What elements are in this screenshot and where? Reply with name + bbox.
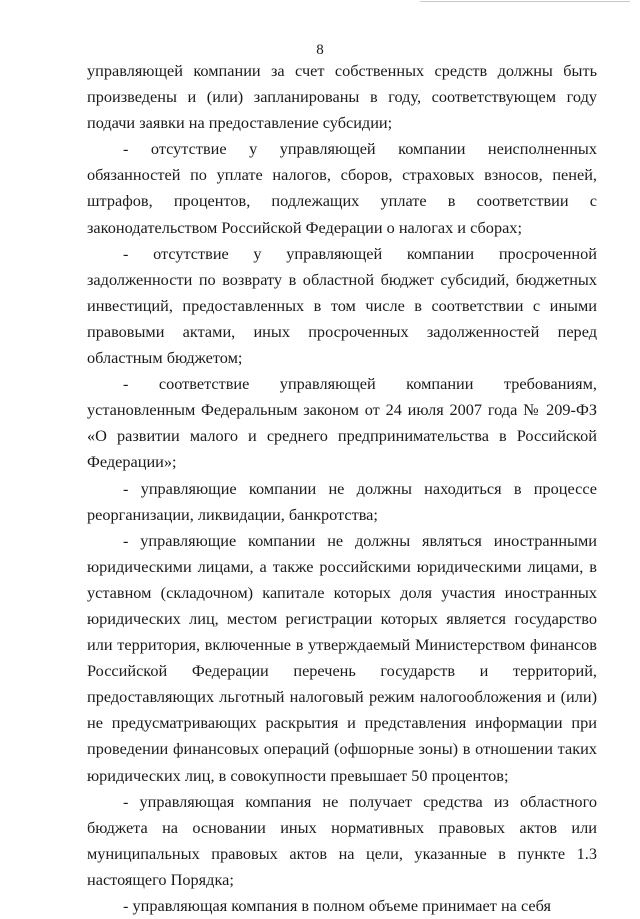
paragraph-reorganization: - управляющие компании не должны находиться в процессе реорганизации, ликвидации, банкротства; xyxy=(87,478,597,524)
paragraph-overdue-debt: - отсутствие у управляющей компании просроченной задолженности по возврату в областной бюджет субсидий, бюджетных инвестиций, предоставленных в том числе в соответствии с иными правовыми актами, иных просроченных задолженностей перед областным бюджетом; xyxy=(87,243,597,368)
page-number: 8 xyxy=(316,42,324,58)
paragraph-foreign-entities: - управляющие компании не должны являться иностранными юридическими лицами, а также российскими юридическими лицами, в уставном (складочном) капитале которых доля участия иностранных юридических лиц, местом регистрации которых является государство или территория, включенные в утверждаемый Министерством финансов Российской Федерации перечень государств и территорий, предоставляющих льготный налоговый режим налогообложения и (или) не предусматривающих раскрытия и представления информации при проведении финансовых операций (офшорные зоны) в отношении таких юридических лиц, в совокупности превышает 50 процентов; xyxy=(87,530,597,785)
top-edge-line xyxy=(420,1,630,2)
paragraph-continuation: управляющей компании за счет собственных средств должны быть произведены и (или) запланированы в году, соответствующем году подачи заявки на предоставление субсидии; xyxy=(87,61,597,133)
body-text xyxy=(87,58,597,919)
paragraph-federal-law-compliance: - соответствие управляющей компании требованиям, установленным Федеральным законом от 24 июля 2007 года № 209-ФЗ «О развитии малого и среднего предпринимательства в Российской Федерации»; xyxy=(87,374,597,472)
paragraph-other-funding: - управляющая компания не получает средства из областного бюджета на основании иных нормативных правовых актов или муниципальных правовых актов на цели, указанные в пункте 1.3 настоящего Порядка; xyxy=(87,791,597,889)
paragraph-tax-obligations: - отсутствие у управляющей компании неисполненных обязанностей по уплате налогов, сборов, страховых взносов, пеней, штрафов, процентов, подлежащих уплате в соответствии с законодательством Российской Федерации о налогах и сборах; xyxy=(87,139,597,237)
paragraph-obligations-start: - управляющая компания в полном объеме принимает на себя xyxy=(123,896,551,915)
